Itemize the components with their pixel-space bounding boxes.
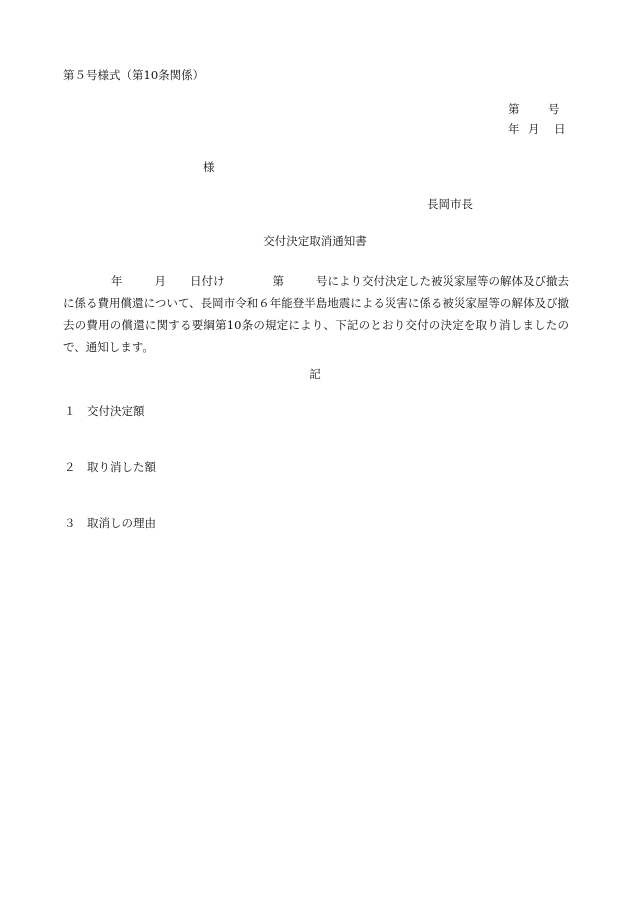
item-number: ３ [64, 516, 76, 530]
document-date [508, 122, 566, 136]
date-month: 月 [528, 122, 540, 136]
item-label: 取り消した額 [87, 460, 156, 474]
document-title: 交付決定取消通知書 [263, 234, 367, 248]
ki-heading: 記 [309, 367, 321, 381]
item-label: 取消しの理由 [87, 516, 156, 530]
document-number-prefix: 第 [508, 102, 520, 116]
item-decision-amount [64, 404, 145, 418]
body-day-ref: 日付け [190, 274, 225, 288]
body-dai: 第 [272, 274, 284, 288]
item-number: １ [64, 404, 76, 418]
notice-body [63, 270, 569, 358]
body-text: 号により交付決定した被災家屋等の解体及び撤去に係る費用償還について、長岡市令和６年能登半島地震による災害に係る被災家屋等の解体及び撤去の費用の償還に関する要綱第10条の規定により、下記のとおり交付の決定を取り消しましたので、通知します。 [63, 274, 569, 354]
date-year: 年 [508, 122, 520, 136]
sender-name: 長岡市長 [427, 197, 473, 211]
form-label: 第５号様式（第10条関係） [63, 68, 205, 82]
document-number-suffix: 号 [548, 102, 560, 116]
addressee-suffix: 様 [203, 160, 215, 174]
item-cancelled-amount [64, 460, 156, 474]
item-cancel-reason [64, 516, 156, 530]
body-year: 年 [111, 274, 123, 288]
body-month: 月 [154, 274, 166, 288]
date-day: 日 [554, 122, 566, 136]
item-label: 交付決定額 [87, 404, 145, 418]
item-number: ２ [64, 460, 76, 474]
document-number [508, 102, 560, 116]
